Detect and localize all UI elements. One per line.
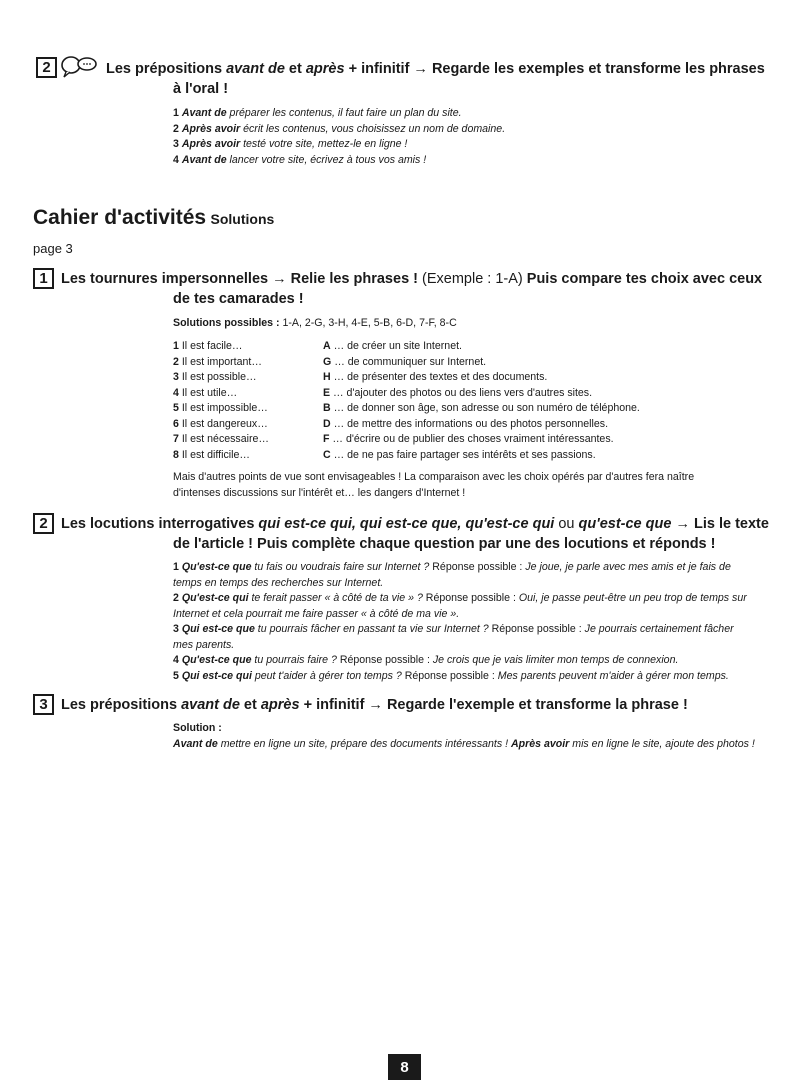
speech-bubbles-icon bbox=[60, 55, 98, 79]
exercise-number-box: 1 bbox=[33, 268, 54, 289]
right-column bbox=[323, 339, 763, 463]
exercise-heading: Les prépositions avant de et après + infinitif → Regarde l'exemple et transforme la phrase ! bbox=[61, 697, 688, 713]
solutions-line: Solutions possibles : 1-A, 2-G, 3-H, 4-E, 5-B, 6-D, 7-F, 8-C bbox=[173, 317, 457, 329]
list-item: 2 Après avoir écrit les contenus, vous choisissez un nom de domaine. bbox=[173, 122, 506, 135]
list-item: H … de présenter des textes et des documents. bbox=[323, 371, 548, 383]
list-item-continuation: mes parents. bbox=[173, 638, 235, 651]
list-item: E … d'ajouter des photos ou des liens vers d'autres sites. bbox=[323, 386, 593, 399]
list-item: 4 Qu'est-ce que tu pourrais faire ? Réponse possible : Je crois que je vais limiter mon temps de connexion. bbox=[173, 654, 679, 666]
exercise-heading: Les prépositions avant de et après + infinitif → Regarde les exemples et transforme les phrases bbox=[106, 61, 765, 77]
list-item: 7 Il est nécessaire… bbox=[173, 433, 269, 445]
left-column bbox=[173, 339, 313, 463]
list-item: 3 Qui est-ce que tu pourrais fâcher en passant ta vie sur Internet ? Réponse possible : Je pourrais certainement fâcher bbox=[173, 623, 734, 635]
exercise-heading-line2: à l'oral ! bbox=[173, 81, 229, 97]
list-item: F … d'écrire ou de publier des choses vraiment intéressantes. bbox=[323, 433, 614, 445]
exercise-heading: Les locutions interrogatives qui est-ce qui, qui est-ce que, qu'est-ce qui ou qu'est-ce que → Lis le texte bbox=[61, 516, 769, 532]
solution-text: Avant de mettre en ligne un site, prépare des documents intéressants ! Après avoir mis en ligne le site, ajoute des photos ! bbox=[173, 738, 755, 750]
list-item: 1 Avant de préparer les contenus, il faut faire un plan du site. bbox=[173, 107, 462, 119]
list-item: 2 Il est important… bbox=[173, 355, 262, 368]
note-paragraph: Mais d'autres points de vue sont envisageables ! La comparaison avec les choix opérés par d'autres fera naître d'intenses discussions sur l'intérêt et… les dangers d'Internet ! bbox=[173, 471, 695, 499]
exercise-number-box: 3 bbox=[33, 694, 54, 715]
example-list bbox=[173, 106, 773, 168]
list-item: 4 Avant de lancer votre site, écrivez à tous vos amis ! bbox=[173, 153, 427, 166]
list-item: 5 Il est impossible… bbox=[173, 402, 268, 414]
list-item: 3 Après avoir testé votre site, mettez-le en ligne ! bbox=[173, 138, 408, 150]
list-item: A … de créer un site Internet. bbox=[323, 340, 462, 352]
list-item: G … de communiquer sur Internet. bbox=[323, 355, 487, 368]
list-item: 5 Qui est-ce qui peut t'aider à gérer ton temps ? Réponse possible : Mes parents peuvent m'aider à gérer mon temps. bbox=[173, 669, 729, 682]
list-item: 6 Il est dangereux… bbox=[173, 417, 268, 430]
list-item: 4 Il est utile… bbox=[173, 386, 238, 399]
list-item: C … de ne pas faire partager ses intérêts et ses passions. bbox=[323, 448, 596, 461]
list-item-continuation: temps en temps des recherches sur Internet. bbox=[173, 576, 384, 589]
exercise-heading-line2: de tes camarades ! bbox=[173, 291, 304, 307]
exercise-heading-line2: de l'article ! Puis complète chaque question par une des locutions et réponds ! bbox=[173, 536, 716, 552]
exercise-number-box: 2 bbox=[36, 57, 57, 78]
question-list bbox=[173, 560, 778, 684]
page-number: 8 bbox=[388, 1054, 421, 1080]
list-item: 2 Qu'est-ce qui te ferait passer « à côté de ta vie » ? Réponse possible : Oui, je passe peut-être un peu trop de temps sur bbox=[173, 592, 747, 604]
page-reference: page 3 bbox=[33, 241, 73, 256]
section-title: Cahier d'activités Solutions bbox=[33, 206, 275, 229]
list-item: 1 Qu'est-ce que tu fais ou voudrais faire sur Internet ? Réponse possible : Je joue, je parle avec mes amis et je fais de bbox=[173, 561, 731, 573]
list-item: 8 Il est difficile… bbox=[173, 448, 250, 461]
exercise-number-box: 2 bbox=[33, 513, 54, 534]
exercise-heading: Les tournures impersonnelles → Relie les phrases ! (Exemple : 1-A) Puis compare tes choix avec ceux bbox=[61, 271, 763, 287]
list-item: 3 Il est possible… bbox=[173, 371, 257, 383]
solution-label: Solution : bbox=[173, 722, 222, 734]
list-item: B … de donner son âge, son adresse ou son numéro de téléphone. bbox=[323, 402, 640, 414]
list-item: D … de mettre des informations ou des photos personnelles. bbox=[323, 417, 609, 430]
list-item-continuation: Internet et cela pourrait me faire passer « à côté de ma vie ». bbox=[173, 607, 460, 620]
list-item: 1 Il est facile… bbox=[173, 340, 243, 352]
